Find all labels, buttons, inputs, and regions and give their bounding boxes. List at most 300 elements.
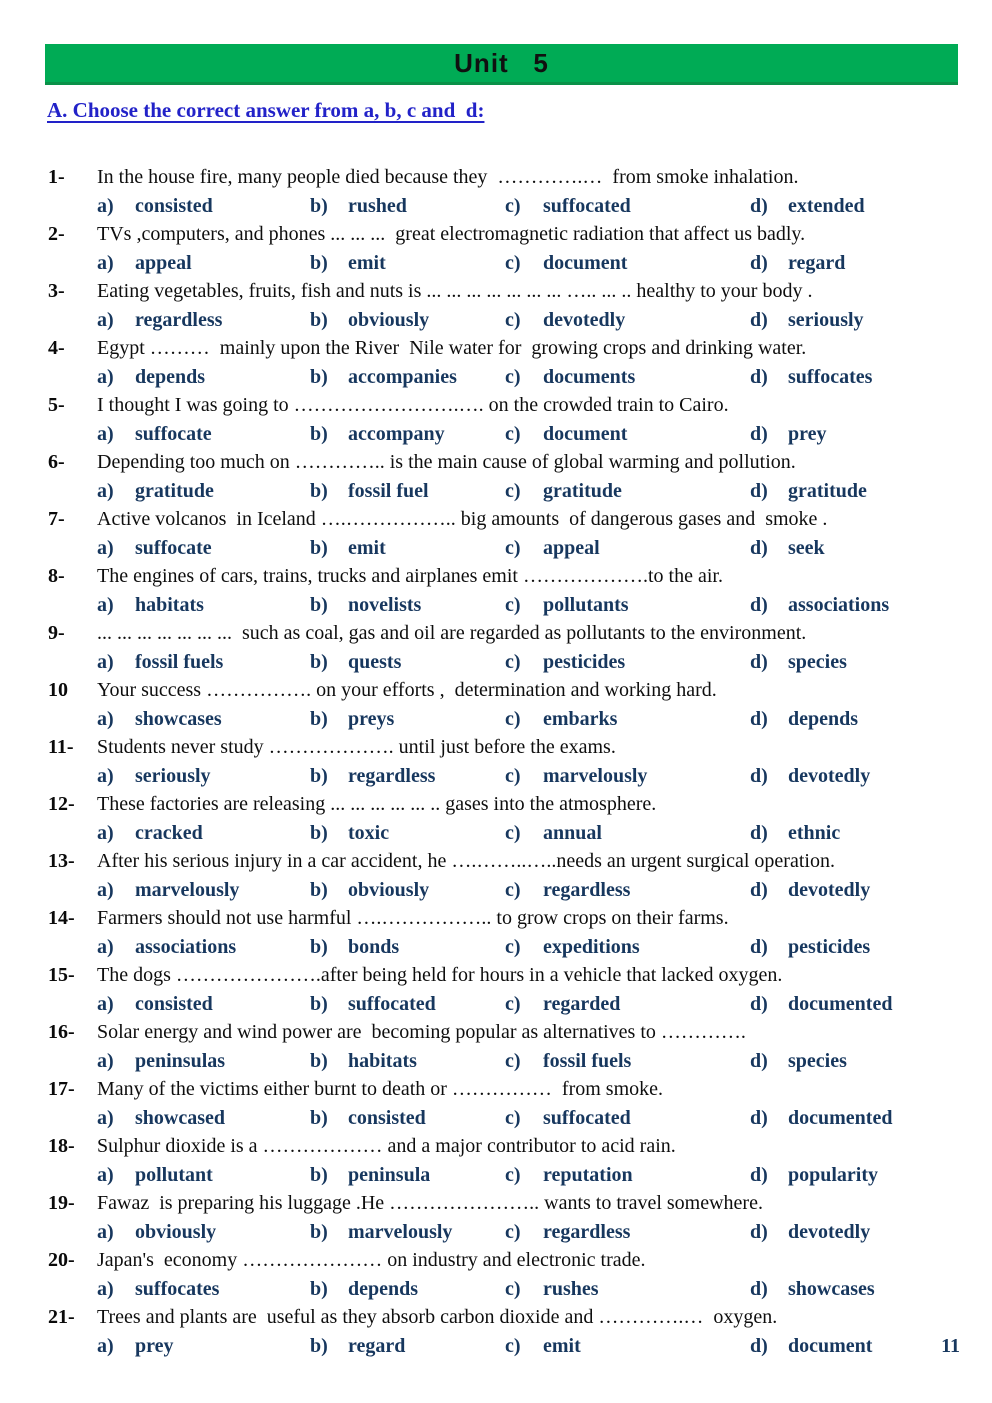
question-number: 7- [48,508,65,530]
option-letter: d) [750,1220,768,1243]
question-line [48,847,960,876]
option-word: seriously [135,764,211,787]
question-block [48,163,960,220]
option-letter: d) [750,365,768,388]
question-text: The dogs ………………….after being held for hours in a vehicle that lacked oxygen. [97,964,783,986]
option-word: pesticides [543,650,626,673]
question-block [48,277,960,334]
question-number: 19- [48,1192,75,1214]
option-word: seek [788,536,825,559]
option-a [97,249,310,278]
option-d [750,876,960,905]
option-letter: c) [505,1049,521,1072]
option-letter: c) [505,935,521,958]
option-c [505,306,750,335]
option-word: bonds [348,935,400,958]
question-number: 6- [48,451,65,473]
options-line [48,933,960,962]
option-d [750,1104,960,1133]
option-letter: a) [97,707,114,730]
question-line [48,1189,960,1218]
question-number: 18- [48,1135,75,1157]
question-text: I thought I was going to …………………….…. on the crowded train to Cairo. [97,394,729,416]
options-line [48,363,960,392]
option-word: gratitude [135,479,214,502]
question-text: Eating vegetables, fruits, fish and nuts is ... ... ... ... ... ... ... ….. ... .. healthy to your body . [97,280,813,302]
question-text: After his serious injury in a car accident, he ….……..…..needs an urgent surgical operation. [97,850,835,872]
option-d [750,648,960,677]
question-line [48,505,960,534]
options-line [48,1047,960,1076]
question-text: Solar energy and wind power are becoming popular as alternatives to …………. [97,1021,746,1043]
option-b [310,192,505,221]
question-block [48,334,960,391]
options-line [48,990,960,1019]
option-letter: c) [505,536,521,559]
option-a [97,819,310,848]
question-block [48,562,960,619]
option-letter: c) [505,1277,521,1300]
option-word: showcases [788,1277,875,1300]
option-word: documented [788,1106,893,1129]
options-line [48,1161,960,1190]
option-letter: d) [750,878,768,901]
option-word: prey [135,1334,174,1357]
question-block [48,733,960,790]
option-d [750,1332,913,1361]
option-word: ethnic [788,821,841,844]
question-line [48,562,960,591]
option-letter: a) [97,194,114,217]
section-heading: A. Choose the correct answer from a, b, c and d: [47,98,485,122]
option-word: toxic [348,821,390,844]
question-text: Your success ……………. on your efforts , determination and working hard. [97,679,717,701]
option-c [505,249,750,278]
question-block [48,619,960,676]
question-block [48,505,960,562]
option-letter: d) [750,1277,768,1300]
question-line [48,1303,960,1332]
question-number: 2- [48,223,65,245]
option-letter: b) [310,365,328,388]
option-letter: a) [97,1049,114,1072]
option-word: showcases [135,707,222,730]
option-letter: c) [505,821,521,844]
option-word: devotedly [788,764,871,787]
option-c [505,420,750,449]
option-d [750,705,960,734]
option-letter: a) [97,1106,114,1129]
option-letter: c) [505,992,521,1015]
option-word: suffocates [788,365,873,388]
question-text: Many of the victims either burnt to death or …………… from smoke. [97,1078,664,1100]
option-letter: d) [750,764,768,787]
option-c [505,1332,750,1361]
question-text: Depending too much on ………….. is the main cause of global warming and pollution. [97,451,796,473]
question-text: Farmers should not use harmful ….…………….. to grow crops on their farms. [97,907,729,929]
option-word: regardless [543,1220,631,1243]
question-line [48,676,960,705]
option-word: pollutant [135,1163,213,1186]
question-text: Fawaz is preparing his luggage .He ………………….. wants to travel somewhere. [97,1192,763,1214]
option-b [310,306,505,335]
option-b [310,420,505,449]
option-letter: b) [310,593,328,616]
question-number: 9- [48,622,65,644]
option-word: appeal [135,251,192,274]
option-word: devotedly [543,308,626,331]
option-c [505,534,750,563]
option-a [97,192,310,221]
option-c [505,192,750,221]
option-word: embarks [543,707,618,730]
option-word: emit [543,1334,581,1357]
option-d [750,420,960,449]
options-line [48,591,960,620]
option-d [750,819,960,848]
option-word: accompanies [348,365,457,388]
option-d [750,1161,960,1190]
option-word: consisted [135,992,213,1015]
question-text: Active volcanos in Iceland ….…………….. big amounts of dangerous gases and smoke . [97,508,828,530]
question-number: 12- [48,793,75,815]
option-word: devotedly [788,1220,871,1243]
option-letter: c) [505,194,521,217]
question-number: 11- [48,736,74,758]
option-b [310,477,505,506]
question-text: Egypt ……… mainly upon the River Nile water for growing crops and drinking water. [97,337,807,359]
question-block [48,391,960,448]
option-word: obviously [348,878,430,901]
options-line [48,648,960,677]
option-letter: c) [505,479,521,502]
question-number: 15- [48,964,75,986]
question-text: Students never study ………………. until just before the exams. [97,736,616,758]
option-letter: d) [750,479,768,502]
option-letter: d) [750,1049,768,1072]
option-b [310,705,505,734]
option-word: document [543,251,628,274]
option-a [97,1275,310,1304]
option-a [97,1161,310,1190]
option-word: seriously [788,308,864,331]
question-block [48,448,960,505]
option-word: suffocates [135,1277,220,1300]
option-d [750,1275,960,1304]
option-word: consisted [135,194,213,217]
option-b [310,1104,505,1133]
option-letter: b) [310,1049,328,1072]
option-letter: d) [750,536,768,559]
option-a [97,933,310,962]
option-letter: b) [310,251,328,274]
question-line [48,334,960,363]
question-number: 3- [48,280,65,302]
question-line [48,277,960,306]
option-letter: c) [505,1106,521,1129]
question-text: Japan's economy ………………… on industry and electronic trade. [97,1249,646,1271]
question-number: 10 [48,679,68,701]
question-text: ... ... ... ... ... ... ... such as coal, gas and oil are regarded as pollutants to the environment. [97,622,807,644]
option-letter: b) [310,935,328,958]
question-line [48,1018,960,1047]
options-line [48,534,960,563]
option-c [505,363,750,392]
option-letter: a) [97,251,114,274]
question-number: 21- [48,1306,75,1328]
option-word: regardless [348,764,436,787]
option-letter: c) [505,707,521,730]
option-word: habitats [348,1049,417,1072]
option-word: quests [348,650,402,673]
option-letter: a) [97,992,114,1015]
option-word: species [788,1049,847,1072]
question-line [48,733,960,762]
option-word: accompany [348,422,445,445]
option-b [310,648,505,677]
option-letter: d) [750,251,768,274]
option-letter: d) [750,308,768,331]
option-word: peninsula [348,1163,431,1186]
question-block [48,790,960,847]
question-number: 14- [48,907,75,929]
option-word: rushes [543,1277,599,1300]
option-letter: d) [750,1106,768,1129]
option-c [505,705,750,734]
option-word: suffocated [543,1106,631,1129]
option-word: documents [543,365,636,388]
option-word: marvelously [348,1220,453,1243]
question-text: TVs ,computers, and phones ... ... ... great electromagnetic radiation that affect us badly. [97,223,806,245]
option-word: regarded [543,992,621,1015]
options-line [48,306,960,335]
question-line [48,619,960,648]
question-text: In the house fire, many people died because they ………….… from smoke inhalation. [97,166,799,188]
option-a [97,477,310,506]
question-line [48,961,960,990]
option-letter: a) [97,650,114,673]
unit-title: Unit 5 [454,47,549,78]
option-letter: c) [505,1334,521,1357]
option-letter: b) [310,536,328,559]
option-letter: b) [310,1106,328,1129]
option-letter: d) [750,194,768,217]
option-letter: b) [310,1277,328,1300]
option-d [750,591,960,620]
option-letter: d) [750,992,768,1015]
question-line [48,1246,960,1275]
option-a [97,1218,310,1247]
question-block [48,847,960,904]
option-word: fossil fuel [348,479,429,502]
question-line [48,220,960,249]
option-word: regardless [135,308,223,331]
options-line [48,876,960,905]
option-letter: b) [310,650,328,673]
option-a [97,1332,310,1361]
question-block [48,1303,960,1360]
option-letter: c) [505,1220,521,1243]
question-block [48,1132,960,1189]
option-word: pollutants [543,593,629,616]
option-d [750,762,960,791]
option-word: novelists [348,593,422,616]
option-word: fossil fuels [135,650,224,673]
option-d [750,192,960,221]
option-a [97,762,310,791]
option-word: devotedly [788,878,871,901]
option-word: showcased [135,1106,226,1129]
question-block [48,1018,960,1075]
option-a [97,1104,310,1133]
option-letter: c) [505,764,521,787]
option-letter: a) [97,1334,114,1357]
option-letter: a) [97,479,114,502]
option-word: suffocate [135,422,212,445]
option-c [505,648,750,677]
option-letter: d) [750,650,768,673]
option-word: document [543,422,628,445]
option-letter: a) [97,1220,114,1243]
option-a [97,990,310,1019]
question-line [48,790,960,819]
option-b [310,876,505,905]
option-c [505,1104,750,1133]
question-line [48,448,960,477]
option-b [310,990,505,1019]
option-a [97,420,310,449]
option-letter: c) [505,422,521,445]
option-word: gratitude [543,479,622,502]
option-letter: d) [750,422,768,445]
page-number: 11 [941,1334,960,1357]
option-a [97,363,310,392]
option-word: cracked [135,821,203,844]
option-word: reputation [543,1163,633,1186]
question-number: 4- [48,337,65,359]
question-block [48,1075,960,1132]
option-letter: b) [310,194,328,217]
option-a [97,705,310,734]
options-line [48,819,960,848]
option-letter: b) [310,1220,328,1243]
question-line [48,1132,960,1161]
options-line [48,1104,960,1133]
option-letter: b) [310,1163,328,1186]
option-letter: d) [750,707,768,730]
option-word: suffocated [543,194,631,217]
question-text: The engines of cars, trains, trucks and airplanes emit ……………….to the air. [97,565,723,587]
question-text: Trees and plants are useful as they absorb carbon dioxide and ………….… oxygen. [97,1306,778,1328]
option-letter: b) [310,821,328,844]
option-c [505,1275,750,1304]
option-b [310,762,505,791]
option-word: prey [788,422,827,445]
option-c [505,1161,750,1190]
option-a [97,534,310,563]
questions-list [48,163,960,1360]
option-c [505,1218,750,1247]
option-b [310,819,505,848]
question-number: 5- [48,394,65,416]
question-block [48,904,960,961]
option-letter: d) [750,935,768,958]
question-number: 13- [48,850,75,872]
question-number: 1- [48,166,65,188]
option-a [97,591,310,620]
option-word: consisted [348,1106,426,1129]
option-d [750,1047,960,1076]
option-letter: b) [310,479,328,502]
option-word: regardless [543,878,631,901]
option-b [310,363,505,392]
question-line [48,391,960,420]
question-text: These factories are releasing ... ... ... ... ... .. gases into the atmosphere. [97,793,657,815]
option-word: associations [135,935,237,958]
option-word: regard [788,251,846,274]
question-block [48,1246,960,1303]
option-word: species [788,650,847,673]
option-letter: a) [97,536,114,559]
question-line [48,904,960,933]
option-d [750,249,960,278]
option-word: document [788,1334,873,1357]
option-word: emit [348,251,386,274]
option-word: extended [788,194,865,217]
option-a [97,1047,310,1076]
options-line [48,762,960,791]
option-c [505,762,750,791]
options-line [48,705,960,734]
option-word: habitats [135,593,204,616]
option-d [750,1218,960,1247]
option-word: associations [788,593,890,616]
option-word: suffocate [135,536,212,559]
option-letter: c) [505,308,521,331]
option-word: marvelously [135,878,240,901]
option-word: obviously [135,1220,217,1243]
option-word: emit [348,536,386,559]
option-letter: a) [97,1277,114,1300]
option-word: rushed [348,194,407,217]
option-letter: a) [97,422,114,445]
option-b [310,591,505,620]
options-line [48,477,960,506]
option-word: fossil fuels [543,1049,632,1072]
option-letter: d) [750,593,768,616]
option-letter: a) [97,593,114,616]
option-d [750,990,960,1019]
option-c [505,1047,750,1076]
option-word: depends [788,707,859,730]
question-number: 20- [48,1249,75,1271]
option-word: regard [348,1334,406,1357]
option-letter: c) [505,650,521,673]
option-word: suffocated [348,992,436,1015]
question-number: 8- [48,565,65,587]
option-letter: c) [505,1163,521,1186]
question-number: 17- [48,1078,75,1100]
option-b [310,1332,505,1361]
option-word: preys [348,707,395,730]
option-letter: c) [505,365,521,388]
option-word: popularity [788,1163,879,1186]
options-line [48,420,960,449]
option-letter: c) [505,878,521,901]
option-letter: a) [97,1163,114,1186]
option-a [97,876,310,905]
option-word: depends [348,1277,419,1300]
